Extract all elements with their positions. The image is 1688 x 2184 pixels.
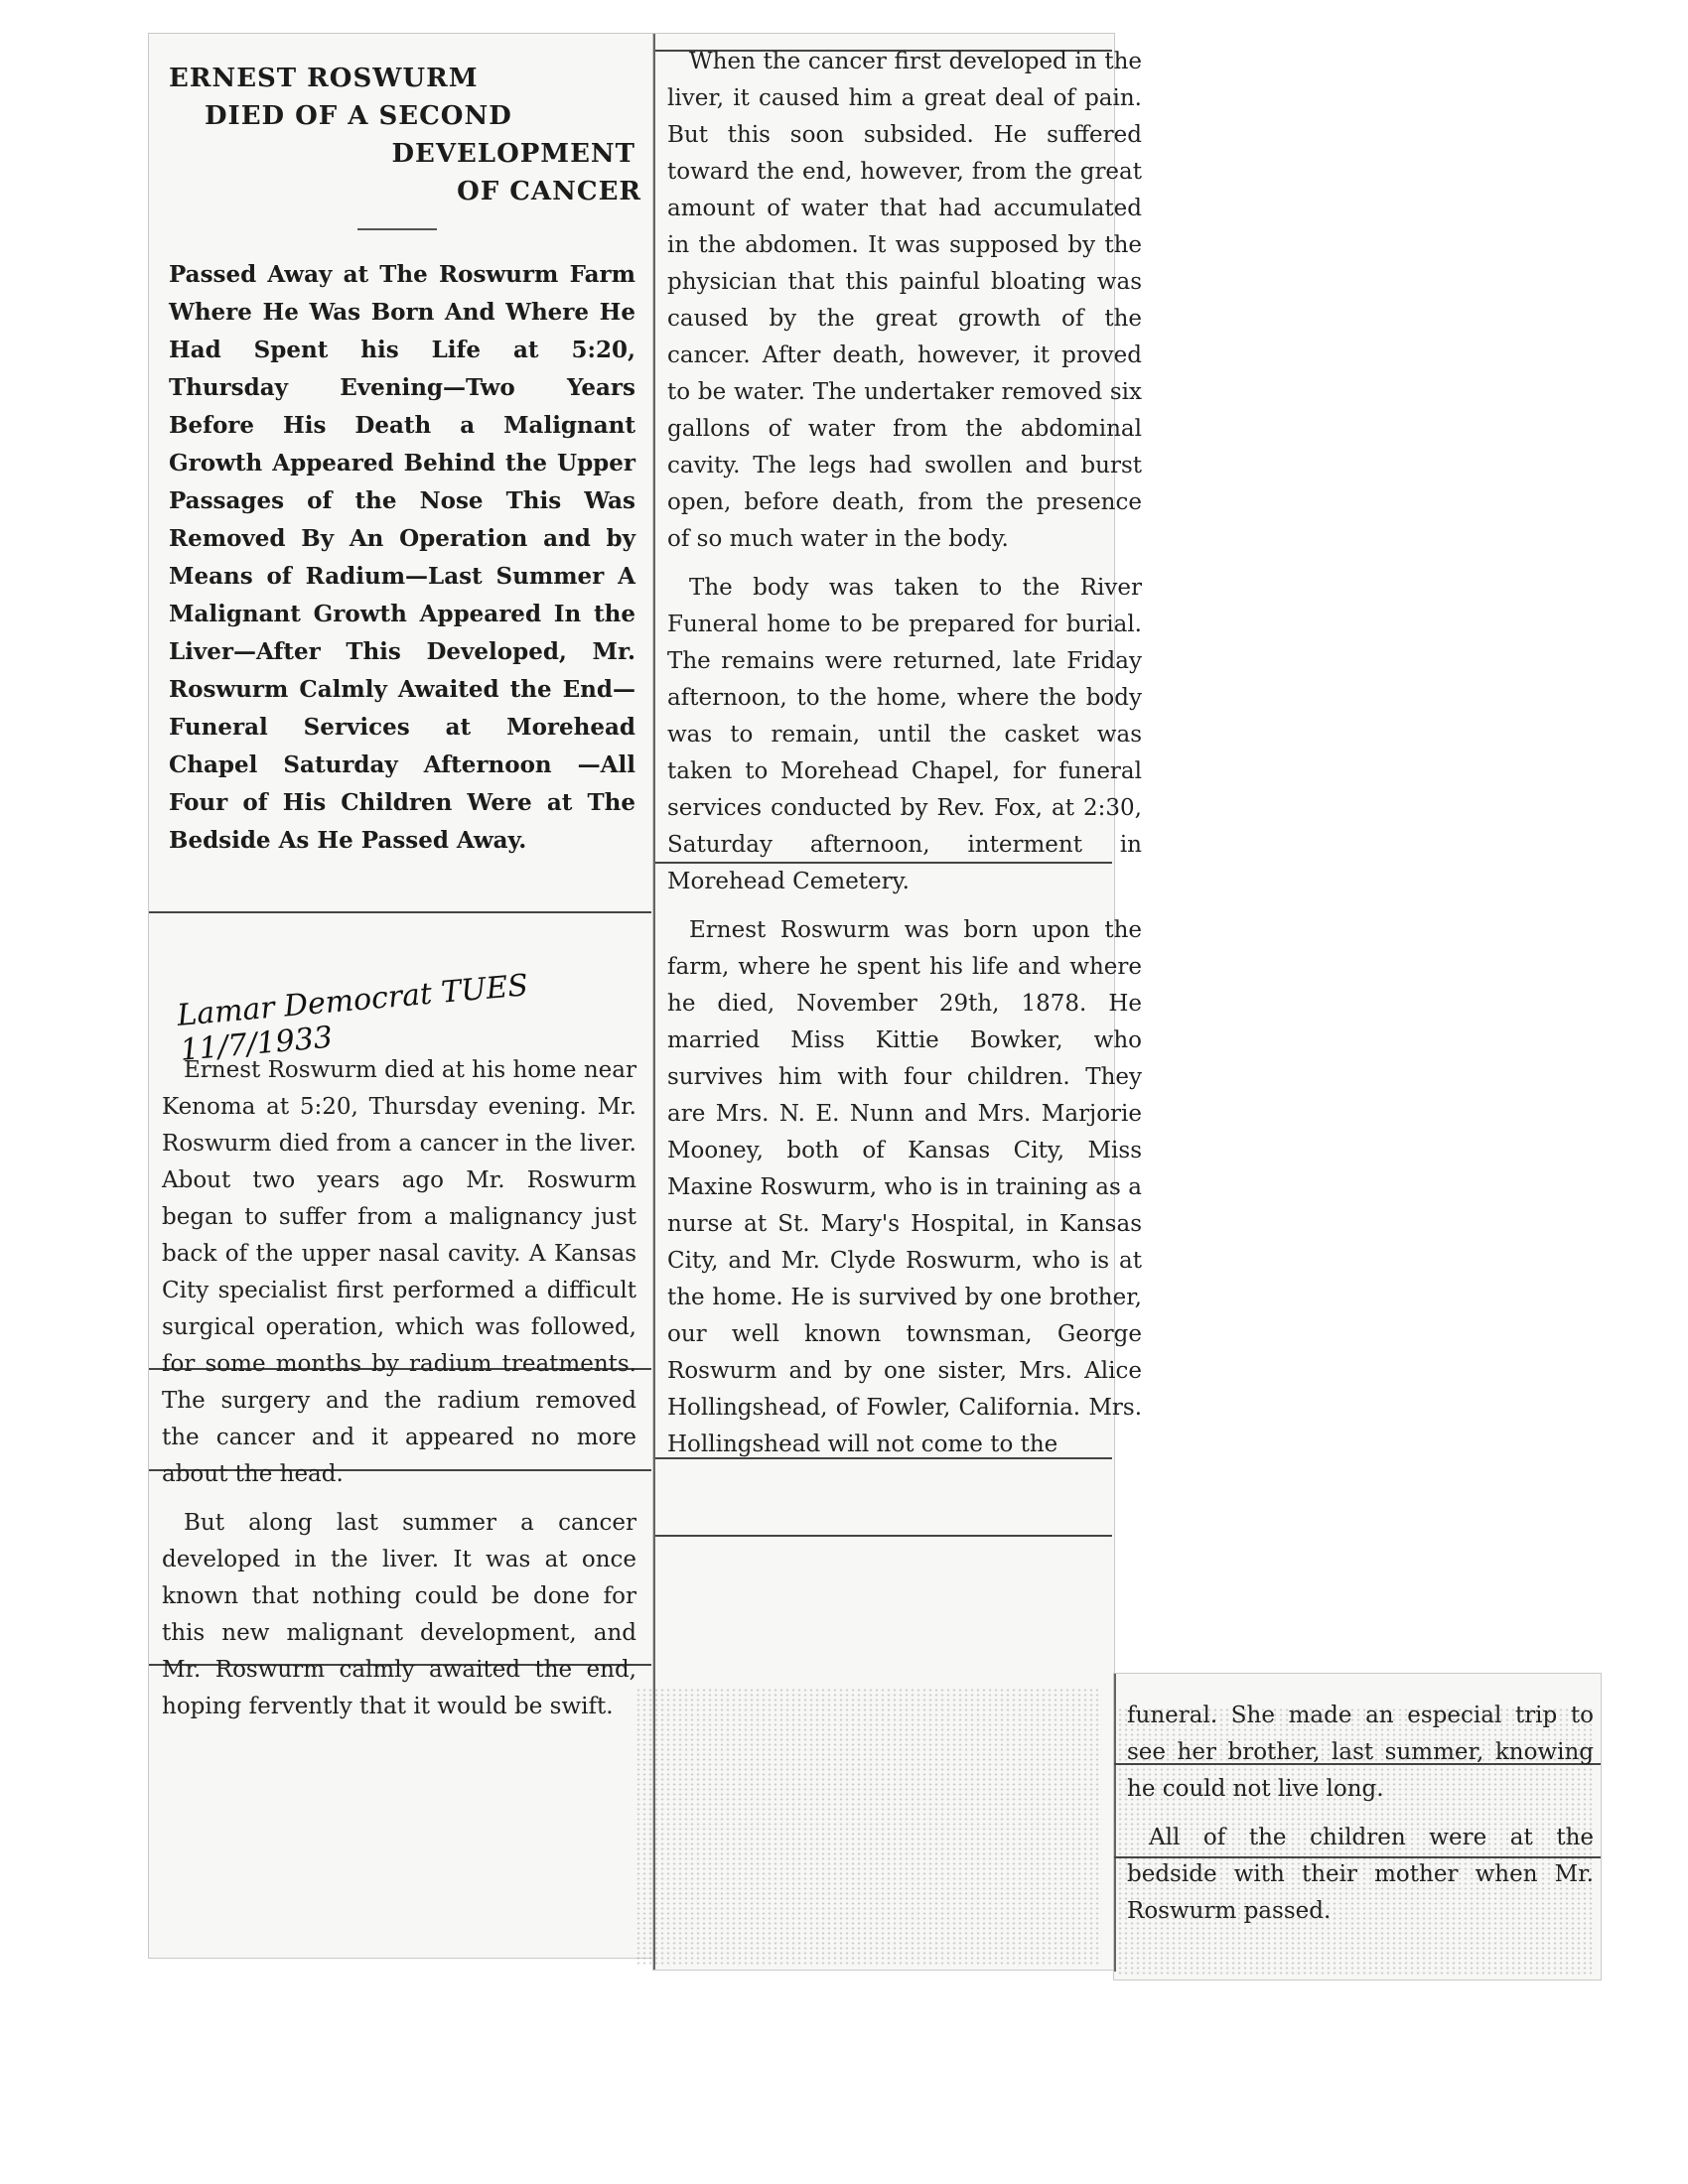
headline-line: DIED OF A SECOND <box>205 101 512 131</box>
headline-divider <box>357 228 437 230</box>
column-divider <box>1114 1674 1116 1972</box>
paragraph: All of the children were at the bedside with their mother when Mr. Roswurm passed. <box>1127 1825 1594 1924</box>
headline-line: DEVELOPMENT <box>391 139 635 169</box>
paragraph: The body was taken to the River Funeral home to be prepared for burial. The remains were returned, late Friday afternoon, to the home, where the body was to remain, until the casket was taken to Morehead Chapel, for funeral services conducted by Rev. Fox, at 2:30, Saturday afternoon, interment in Morehead Cemetery. <box>667 575 1142 894</box>
fold-line <box>149 911 651 913</box>
paragraph: funeral. She made an especial trip to see her brother, last summer, knowing he could not live long. <box>1127 1703 1594 1802</box>
column-divider <box>653 34 655 1970</box>
paragraph: Ernest Roswurm was born upon the farm, where he spent his life and where he died, November 29th, 1878. He married Miss Kittie Bowker, who survives him with four children. They are Mrs. N. E. Nunn and Mrs. Marjorie Mooney, both of Kansas City, Miss Maxine Roswurm, who is in training as a nurse at St. Mary's Hospital, in Kansas City, and Mr. Clyde Roswurm, who is at the home. He is survived by one brother, our well known townsman, George Roswurm and by one sister, Mrs. Alice Hollingshead, of Fowler, California. Mrs. Hollingshead will not come to the <box>667 917 1142 1457</box>
right-column-body <box>1127 1698 1594 1942</box>
left-column-body <box>162 1052 636 1737</box>
paragraph: Ernest Roswurm died at his home near Kenoma at 5:20, Thursday evening. Mr. Roswurm died from a cancer in the liver. About two years ago Mr. Roswurm began to suffer from a malignancy just back of the upper nasal cavity. A Kansas City specialist first performed a difficult surgical operation, which was followed, for some months by radium treatments. The surgery and the radium removed the cancer and it appeared no more about the head. <box>162 1057 636 1487</box>
article-subhead: Passed Away at The Roswurm Farm Where He Was Born And Where He Had Spent his Life at 5:20, Thursday Evening—Two Years Before His Death a Malignant Growth Appeared Behind the Upper Passages of the Nose This Was Removed By An Operation and by Means of Radium—Last Summer A Malignant Growth Appeared In the Liver—After This Developed, Mr. Roswurm Calmly Awaited the End—Funeral Services at Morehead Chapel Saturday Afternoon —All Four of His Children Were at The Bedside As He Passed Away. <box>169 261 635 854</box>
paragraph: When the cancer first developed in the liver, it caused him a great deal of pain. But this soon subsided. He suffered toward the end, however, from the great amount of water that had accumulated in the abdomen. It was supposed by the physician that this painful bloating was caused by the great growth of the cancer. After death, however, it proved to be water. The undertaker removed six gallons of water from the abdominal cavity. The legs had swollen and burst open, before death, from the presence of so much water in the body. <box>667 49 1142 552</box>
handwritten-source-note: Lamar Democrat TUES 11/7/1933 <box>175 968 530 1068</box>
article-headline <box>169 60 645 210</box>
print-speckle <box>635 1688 1102 1966</box>
middle-column-body <box>667 44 1142 1475</box>
paragraph: But along last summer a cancer developed in the liver. It was at once known that nothing could be done for this new malignant development, and Mr. Roswurm calmly awaited the end, hoping fervently that it would be swift. <box>162 1510 636 1719</box>
fold-line <box>655 1535 1112 1537</box>
headline-line: OF CANCER <box>457 177 641 206</box>
headline-line: ERNEST ROSWURM <box>169 64 479 93</box>
